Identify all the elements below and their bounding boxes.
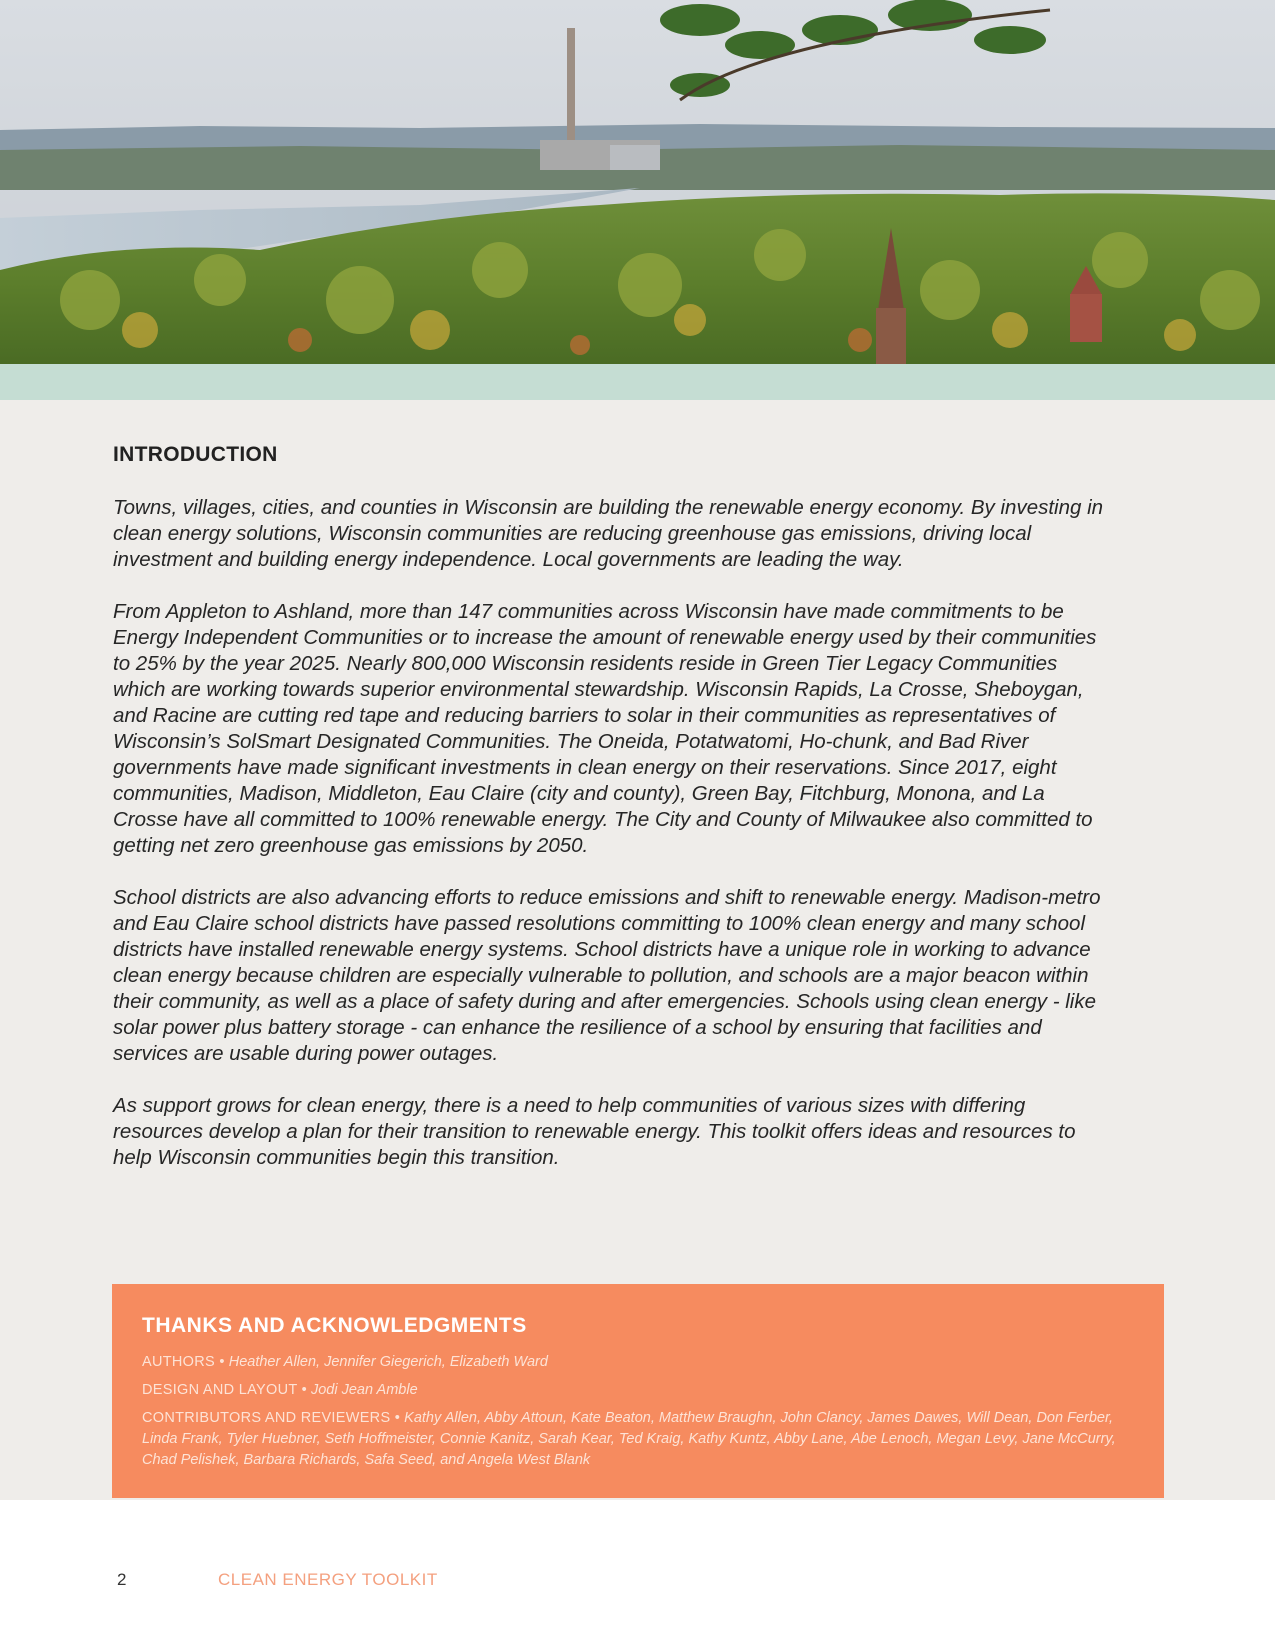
authors-names: Heather Allen, Jennifer Giegerich, Elizabeth Ward <box>228 1354 548 1370</box>
acknowledgments-title: THANKS AND ACKNOWLEDGMENTS <box>142 1314 527 1337</box>
paragraph: Towns, villages, cities, and counties in Wisconsin are building the renewable energy economy. By investing in clean energy solutions, Wisconsin communities are reducing greenhouse gas emissions, driving local investment and building energy independence. Local governments are leading the way. <box>113 496 1104 571</box>
paragraph: From Appleton to Ashland, more than 147 communities across Wisconsin have made commitments to be Energy Independent Communities or to increase the amount of renewable energy used by their communities to 25% by the year 2025. Nearly 800,000 Wisconsin residents reside in Green Tier Legacy Communities which are working towards superior environmental stewardship. Wisconsin Rapids, La Crosse, Sheboygan, and Racine are cutting red tape and reducing barriers to solar in their communities as representatives of Wisconsin’s SolSmart Designated Communities. The Oneida, Potatwatomi, Ho-chunk, and Bad River governments have made significant investments in clean energy on their reservations. Since 2017, eight communities, Madison, Middleton, Eau Claire (city and county), Green Bay, Fitchburg, Monona, and La Crosse have all committed to 100% renewable energy. The City and County of Milwaukee also committed to getting net zero greenhouse gas emissions by 2050. <box>113 600 1097 857</box>
landscape-photo-icon <box>0 0 1275 364</box>
page-number: 2 <box>117 1570 127 1589</box>
hero-image <box>0 0 1275 364</box>
color-band <box>0 364 1275 400</box>
authors-line <box>142 1352 1134 1373</box>
footer-title: CLEAN ENERGY TOOLKIT <box>218 1570 438 1589</box>
contributors-line <box>142 1408 1134 1471</box>
design-label: DESIGN AND LAYOUT • <box>142 1382 307 1398</box>
paragraph: As support grows for clean energy, there is a need to help communities of various sizes with differing resources develop a plan for their transition to renewable energy. This toolkit offers ideas and resources to help Wisconsin communities begin this transition. <box>113 1094 1076 1169</box>
authors-label: AUTHORS • <box>142 1354 225 1370</box>
design-line <box>142 1380 1134 1401</box>
design-names: Jodi Jean Amble <box>310 1382 418 1398</box>
introduction-body <box>113 495 1113 1197</box>
section-title: INTRODUCTION <box>113 443 278 466</box>
acknowledgments-box <box>112 1284 1164 1498</box>
contributors-names: Kathy Allen, Abby Attoun, Kate Beaton, Matthew Braughn, John Clancy, James Dawes, Will Dean, Don Ferber, Linda Frank, Tyler Huebner, Seth Hoffmeister, Connie Kanitz, Sarah Kear, Ted Kraig, Kathy Kuntz, Abby Lane, Abe Lenoch, Megan Levy, Jane McCurry, Chad Pelishek, Barbara Richards, Safa Seed, and Angela West Blank <box>142 1410 1116 1468</box>
paragraph: School districts are also advancing efforts to reduce emissions and shift to renewable energy. Madison-metro and Eau Claire school districts have passed resolutions committing to 100% clean energy and many school districts have installed renewable energy systems. School districts have a unique role in working to advance clean energy because children are especially vulnerable to pollution, and schools are a major beacon within their community, as well as a place of safety during and after emergencies. Schools using clean energy - like solar power plus battery storage - can enhance the resilience of a school by ensuring that facilities and services are usable during power outages. <box>113 886 1101 1065</box>
contributors-label: CONTRIBUTORS AND REVIEWERS • <box>142 1410 401 1426</box>
